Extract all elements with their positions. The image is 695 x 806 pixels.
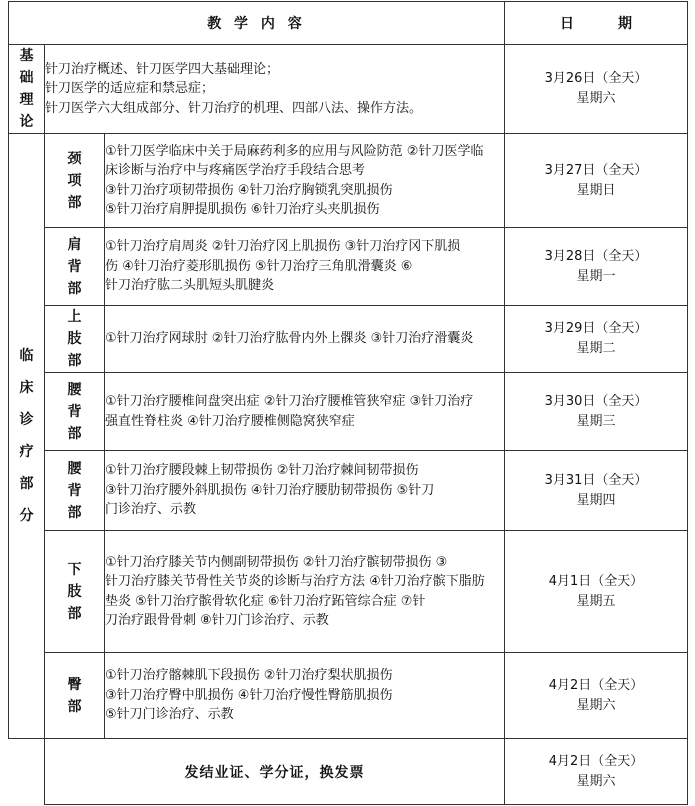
theory-label: 基 础 理 论	[9, 45, 45, 134]
part-label: 肩 背 部	[45, 228, 105, 306]
part-label: 腰 背 部	[45, 451, 105, 531]
clinical-row-lumbar-2	[9, 451, 688, 531]
clinical-label: 临 床 诊 疗 部 分	[9, 134, 45, 739]
part-date: 3月31日（全天） 星期四	[505, 451, 688, 531]
part-content: ①针刀治疗髂棘肌下段损伤 ②针刀治疗梨状肌损伤 ③针刀治疗臀中肌损伤 ④针刀治疗慢性臀筋肌损伤 ⑤针刀门诊治疗、示教	[105, 653, 505, 739]
part-label: 上 肢 部	[45, 306, 105, 373]
part-label: 颈 项 部	[45, 134, 105, 228]
part-date: 3月30日（全天） 星期三	[505, 373, 688, 451]
schedule-table	[8, 1, 688, 805]
part-date: 3月28日（全天） 星期一	[505, 228, 688, 306]
part-date: 3月27日（全天） 星期日	[505, 134, 688, 228]
clinical-row-lumbar	[9, 373, 688, 451]
theory-content: 针刀治疗概述、针刀医学四大基础理论； 针刀医学的适应症和禁忌症； 针刀医学六大组成部分、针刀治疗的机理、四部八法、操作方法。	[45, 45, 505, 134]
final-text: 发结业证、学分证，换发票	[45, 739, 505, 805]
part-content: ①针刀医学临床中关于局麻药利多的应用与风险防范 ②针刀医学临 床诊断与治疗中与疼痛医学治疗手段结合思考 ③针刀治疗项韧带损伤 ④针刀治疗胸锁乳突肌损伤 ⑤针刀治疗肩胛提肌损伤 ⑥针刀治疗头夹肌损伤	[105, 134, 505, 228]
clinical-row-gluteal	[9, 653, 688, 739]
theory-row	[9, 45, 688, 134]
part-content: ①针刀治疗网球肘 ②针刀治疗肱骨内外上髁炎 ③针刀治疗滑囊炎	[105, 306, 505, 373]
blank-cell	[9, 739, 45, 805]
final-row	[9, 739, 688, 805]
clinical-row-shoulder	[9, 228, 688, 306]
clinical-row-lower-limb	[9, 531, 688, 653]
part-content: ①针刀治疗腰椎间盘突出症 ②针刀治疗腰椎管狭窄症 ③针刀治疗 强直性脊柱炎 ④针刀治疗腰椎侧隐窝狭窄症	[105, 373, 505, 451]
part-label: 臀 部	[45, 653, 105, 739]
part-date: 4月2日（全天） 星期六	[505, 653, 688, 739]
part-date: 3月29日（全天） 星期二	[505, 306, 688, 373]
part-content: ①针刀治疗肩周炎 ②针刀治疗冈上肌损伤 ③针刀治疗冈下肌损 伤 ④针刀治疗菱形肌损伤 ⑤针刀治疗三角肌滑囊炎 ⑥ 针刀治疗肱二头肌短头肌腱炎	[105, 228, 505, 306]
part-date: 4月1日（全天） 星期五	[505, 531, 688, 653]
theory-date: 3月26日（全天） 星期六	[505, 45, 688, 134]
date-header: 日 期	[505, 2, 688, 45]
part-label: 下 肢 部	[45, 531, 105, 653]
part-label: 腰 背 部	[45, 373, 105, 451]
header-row	[9, 2, 688, 45]
content-header: 教 学 内 容	[9, 2, 505, 45]
clinical-row-neck	[9, 134, 688, 228]
part-content: ①针刀治疗膝关节内侧副韧带损伤 ②针刀治疗髌韧带损伤 ③ 针刀治疗膝关节骨性关节炎的诊断与治疗方法 ④针刀治疗髌下脂肪 垫炎 ⑤针刀治疗髌骨软化症 ⑥针刀治疗跖管综合症 ⑦针 刀治疗跟骨骨刺 ⑧针刀门诊治疗、示教	[105, 531, 505, 653]
clinical-row-upper-limb	[9, 306, 688, 373]
final-date: 4月2日（全天） 星期六	[505, 739, 688, 805]
part-content: ①针刀治疗腰段棘上韧带损伤 ②针刀治疗棘间韧带损伤 ③针刀治疗腰外斜肌损伤 ④针刀治疗腰肋韧带损伤 ⑤针刀 门诊治疗、示教	[105, 451, 505, 531]
